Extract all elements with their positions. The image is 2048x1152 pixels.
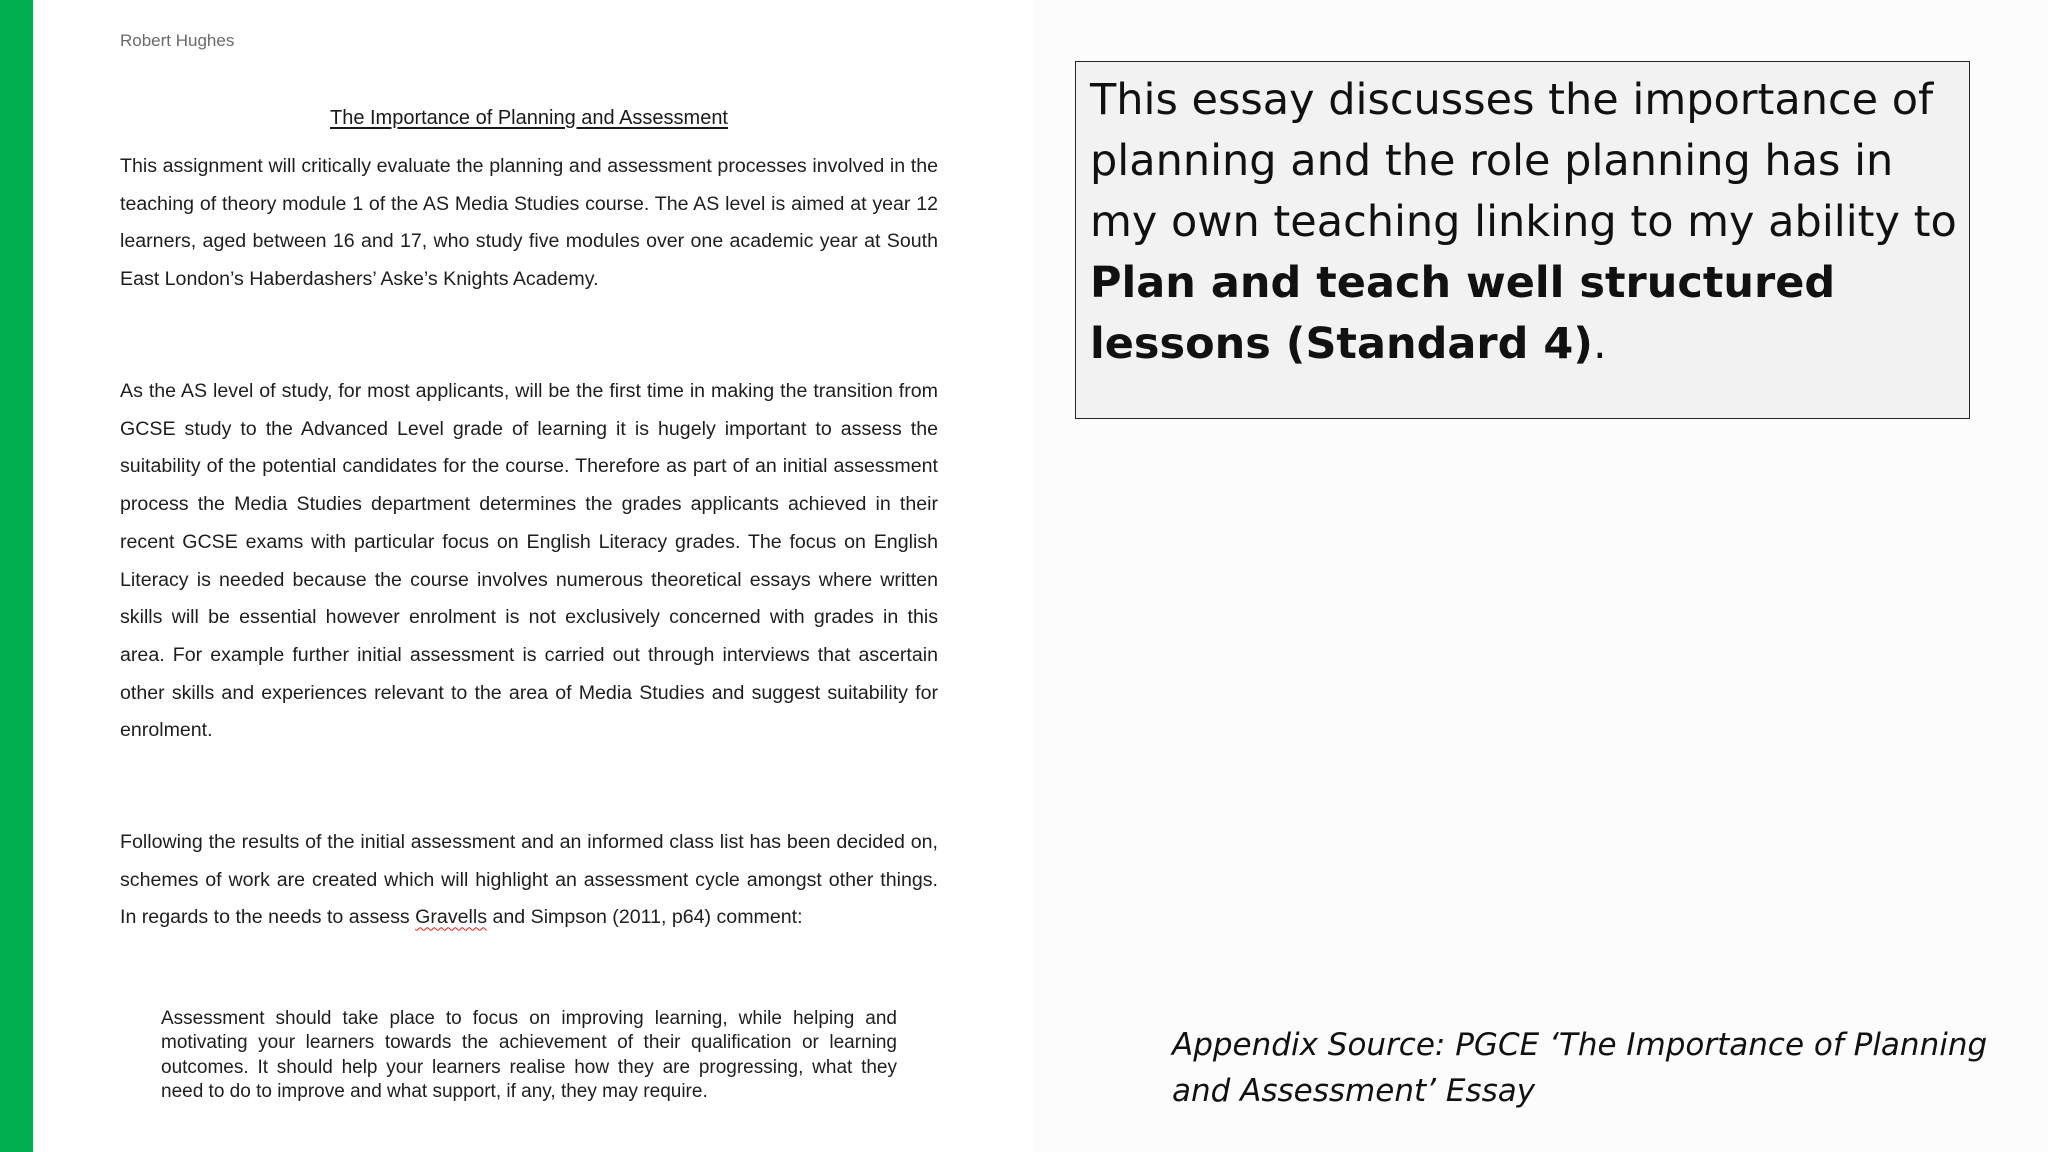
essay-author: Robert Hughes — [120, 31, 235, 50]
essay-paragraph-3 — [120, 824, 938, 937]
spellcheck-flagged-word: Gravells — [415, 906, 488, 929]
callout-period: . — [1592, 319, 1607, 369]
essay-paragraph-3-end: and Simpson (2011, p64) comment: — [487, 906, 803, 929]
essay-title — [120, 107, 938, 130]
essay-paragraph-2: As the AS level of study, for most applicants, will be the first time in making the transition from GCSE study to the Advanced Level grade of learning it is hugely important to assess the suitability of the potential candidates for the course. Therefore as part of an initial assessment process the Media Studies department determines the grades applicants achieved in their recent GCSE exams with particular focus on English Literacy grades. The focus on English Literacy is needed because the course involves numerous theoretical essays where written skills will be essential however enrolment is not exclusively concerned with grades in this area. For example further initial assessment is carried out through interviews that ascertain other skills and experiences relevant to the area of Media Studies and suggest suitability for enrolment. — [120, 380, 938, 742]
essay-block-quote: Assessment should take place to focus on improving learning, while helping and motivating your learners towards the achievement of their qualification or learning outcomes. It should help your learners realise how they are progressing, what they need to do to improve and what support, if any, they may require. — [161, 1008, 897, 1102]
callout-bold-standard: Plan and teach well structured lessons (Standard 4) — [1090, 258, 1836, 369]
source-caption-line-1: Appendix Source: PGCE ‘The Importance of Planning — [1172, 1027, 1988, 1063]
essay-paragraph-3-start: Following the results of the initial assessment and an informed class list has been decided on, schemes of work are created which will highlight an assessment cycle amongst other things. In regards to the needs to assess — [120, 831, 938, 929]
appendix-source-caption — [1172, 1022, 1992, 1114]
green-accent-bar — [0, 0, 33, 1152]
essay-title-text: The Importance of Planning and Assessment — [329, 107, 728, 129]
summary-callout-box — [1075, 61, 1970, 419]
source-caption-line-2: and Assessment’ Essay — [1172, 1073, 1536, 1109]
essay-paragraph-1: This assignment will critically evaluate the planning and assessment processes involved in the teaching of theory module 1 of the AS Media Studies course. The AS level is aimed at year 12 learners, aged between 16 and 17, who study five modules over one academic year at South East London’s Haberdashers’ Aske’s Knights Academy. — [120, 155, 938, 291]
callout-text: This essay discusses the importance of planning and the role planning has in my own teaching linking to my ability to — [1090, 75, 1957, 247]
